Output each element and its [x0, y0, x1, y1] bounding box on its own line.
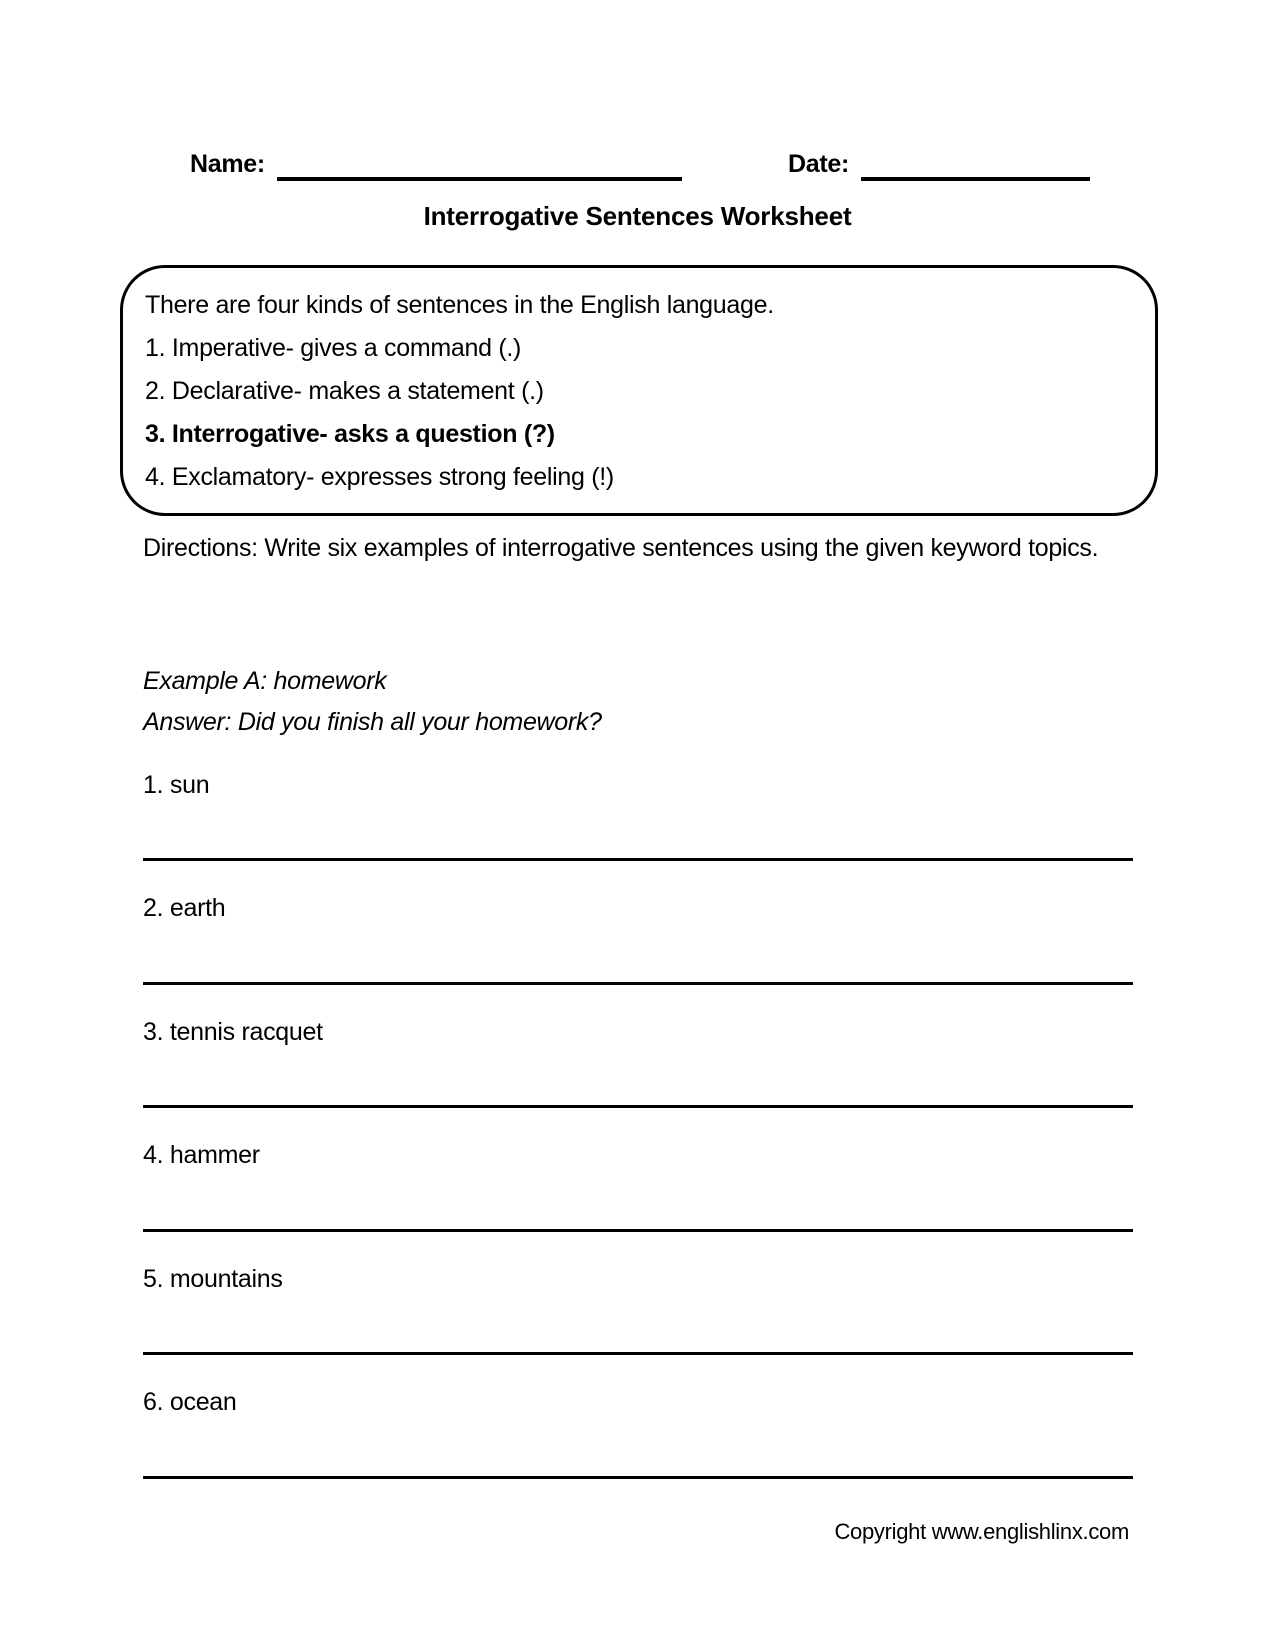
question-2-answer-line[interactable]: [143, 982, 1133, 985]
example-answer: Answer: Did you finish all your homework?: [143, 708, 602, 736]
question-5-answer-line[interactable]: [143, 1352, 1133, 1355]
question-4-keyword: 4. hammer: [143, 1141, 260, 1169]
question-6-answer-line[interactable]: [143, 1476, 1133, 1479]
example-prompt: Example A: homework: [143, 667, 387, 695]
question-1-answer-line[interactable]: [143, 858, 1133, 861]
name-label: Name:: [190, 150, 265, 178]
sentence-types-intro: There are four kinds of sentences in the English language.: [145, 291, 774, 319]
question-3-keyword: 3. tennis racquet: [143, 1018, 323, 1046]
question-4-answer-line[interactable]: [143, 1229, 1133, 1232]
question-2-keyword: 2. earth: [143, 894, 226, 922]
date-label: Date:: [788, 150, 850, 178]
copyright-text: Copyright www.englishlinx.com: [834, 1519, 1129, 1544]
question-5-keyword: 5. mountains: [143, 1265, 283, 1293]
question-1-keyword: 1. sun: [143, 771, 210, 799]
date-blank-line[interactable]: [861, 177, 1090, 181]
page-title: Interrogative Sentences Worksheet: [423, 201, 852, 231]
sentence-type-exclamatory: 4. Exclamatory- expresses strong feeling (!): [145, 463, 614, 491]
name-blank-line[interactable]: [277, 177, 682, 181]
question-6-keyword: 6. ocean: [143, 1388, 237, 1416]
sentence-type-interrogative: 3. Interrogative- asks a question (?): [145, 420, 555, 448]
sentence-type-imperative: 1. Imperative- gives a command (.): [145, 334, 522, 362]
sentence-type-declarative: 2. Declarative- makes a statement (.): [145, 377, 544, 405]
sentence-types-box: [120, 265, 1158, 516]
question-3-answer-line[interactable]: [143, 1105, 1133, 1108]
directions-text: Directions: Write six examples of interrogative sentences using the given keyword topics.: [143, 534, 1099, 562]
example-block: [143, 661, 1148, 743]
